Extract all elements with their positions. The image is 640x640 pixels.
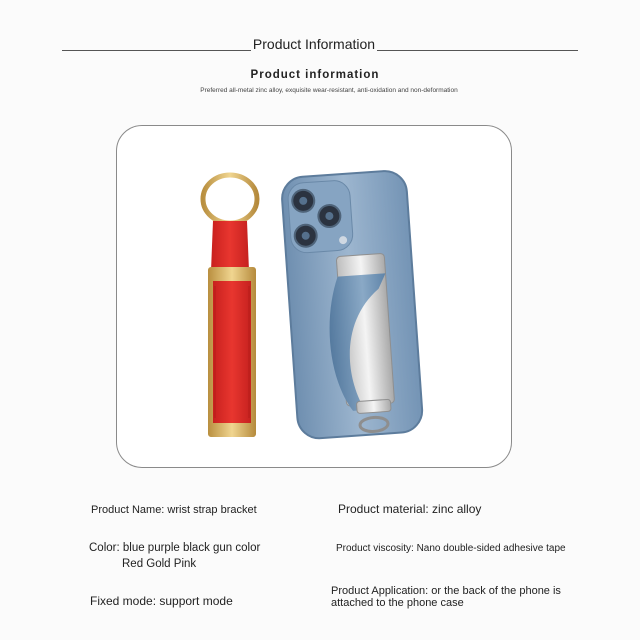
- gold-ring: [203, 175, 257, 223]
- red-leather-panel: [213, 281, 251, 423]
- spec-product-material: Product material: zinc alloy: [338, 502, 482, 516]
- spec-product-viscosity: Product viscosity: Nano double-sided adhesive tape: [336, 543, 566, 554]
- spec-color-line1: Color: blue purple black gun color: [89, 542, 261, 554]
- product-illustration: [117, 126, 513, 469]
- spec-fixed-mode: Fixed mode: support mode: [90, 594, 233, 608]
- spec-application-line2: attached to the phone case: [331, 597, 464, 609]
- spec-product-name: Product Name: wrist strap bracket: [91, 504, 257, 516]
- phone-with-wrist-strap: [281, 170, 424, 440]
- page-title: [0, 36, 628, 52]
- strap-loop: [211, 221, 249, 271]
- red-keychain-strap: [203, 175, 257, 437]
- spec-color-line2: Red Gold Pink: [122, 558, 197, 570]
- spec-application-line1: Product Application: or the back of the phone is: [331, 585, 561, 597]
- section-description: Preferred all-metal zinc alloy, exquisite wear-resistant, anti-oxidation and non-deformation: [200, 87, 458, 94]
- page-title-text: Product Information: [252, 36, 376, 52]
- section-heading: Product information: [250, 69, 380, 81]
- product-image-frame: [116, 125, 512, 468]
